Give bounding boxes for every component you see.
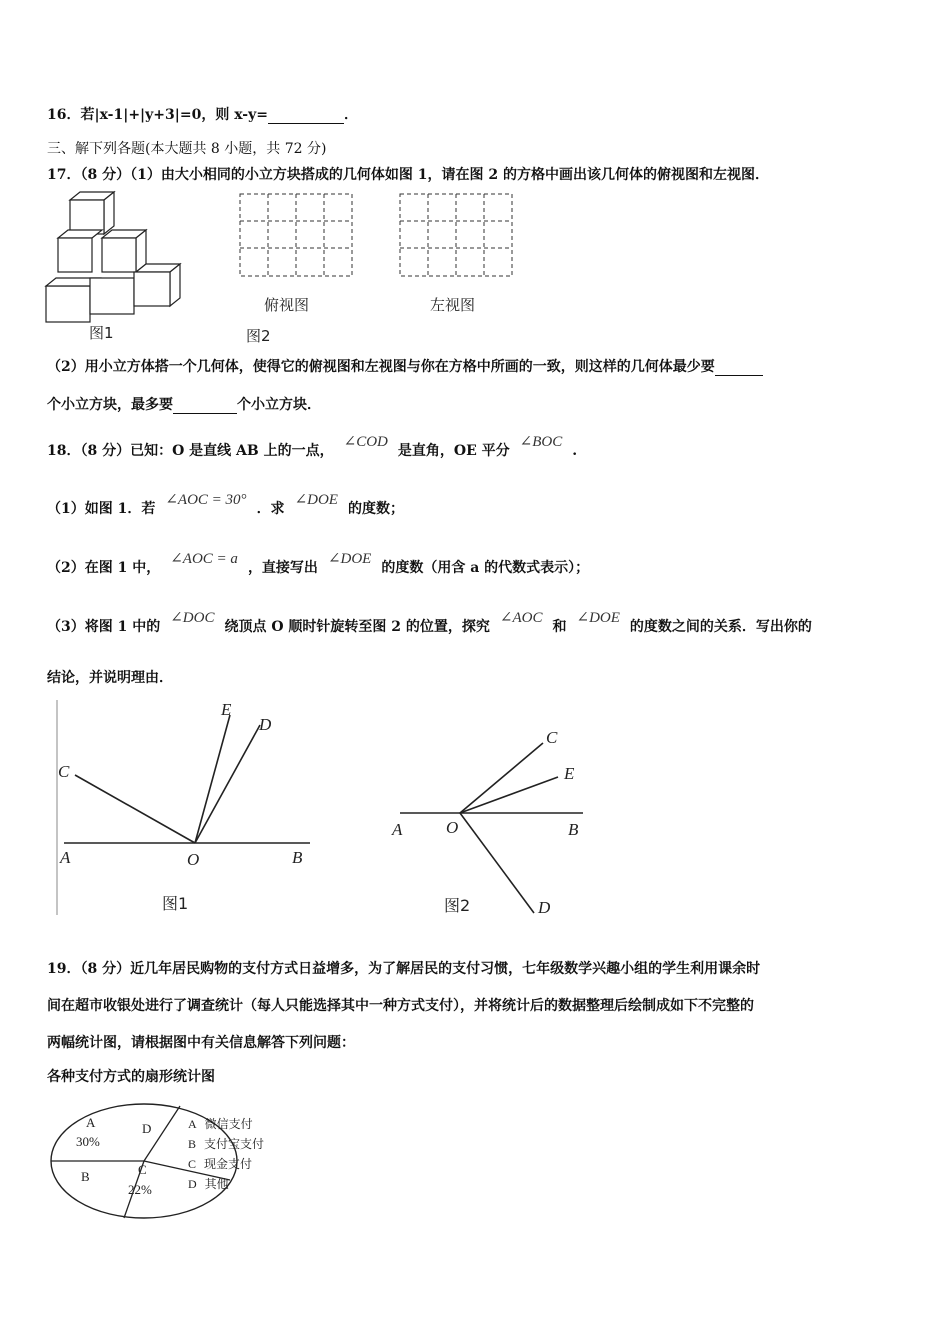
- angle-doe: ∠DOE: [327, 551, 372, 567]
- q17-part2-line2: [47, 394, 321, 414]
- point-label: E: [564, 764, 575, 783]
- legend-text-cash: 现金支付: [204, 1157, 253, 1171]
- cube-stack-figure: [44, 190, 184, 325]
- figure-2-caption: 图2: [246, 327, 271, 345]
- top-view-grid[interactable]: [238, 192, 356, 278]
- legend-key-a: A: [188, 1117, 197, 1131]
- slice-label-c: C: [138, 1162, 147, 1177]
- q17-part2-line1: [47, 356, 763, 376]
- q18-p2-a: （2）在图 1 中，: [47, 560, 161, 576]
- q17-part2-a: 个小立方块，最多要: [47, 397, 173, 413]
- pie-chart-title: 各种支付方式的扇形统计图: [47, 1069, 215, 1085]
- payment-pie-chart: [48, 1100, 288, 1225]
- point-label: C: [546, 728, 558, 747]
- left-view-caption: 左视图: [430, 296, 476, 314]
- q18-part3-line2: 结论，并说明理由．: [47, 670, 173, 686]
- point-label: C: [58, 762, 70, 781]
- angle-doc: ∠DOC: [170, 610, 215, 626]
- legend-text-other: 其他: [204, 1177, 229, 1191]
- legend-text-alipay: 支付宝支付: [204, 1137, 265, 1151]
- point-label: D: [259, 715, 272, 734]
- q16-text: 16．若|x-1|+|y+3|=0，则 x-y=: [47, 107, 268, 123]
- figure-1-caption: 图1: [89, 324, 114, 342]
- q18-p3-d: 的度数之间的关系．写出你的: [629, 619, 812, 635]
- q18-p1-c: 的度数；: [347, 501, 404, 517]
- left-view-grid[interactable]: [398, 192, 516, 278]
- slice-label-b: B: [81, 1169, 90, 1184]
- question-19-line2: 间在超市收银处进行了调查统计（每人只能选择其中一种方式支付），并将统计后的数据整理后绘制成如下不完整的: [47, 998, 754, 1014]
- section-title: 三、解下列各题(本大题共 8 小题，共 72 分): [47, 141, 327, 157]
- slice-label-d: D: [142, 1121, 152, 1136]
- angle-aoc: ∠AOC: [499, 610, 543, 626]
- max-cubes-blank[interactable]: [173, 399, 237, 414]
- question-16: [47, 104, 358, 124]
- answer-blank[interactable]: [268, 109, 344, 124]
- q18-part1: [47, 492, 404, 518]
- angle-cod: ∠COD: [343, 434, 388, 450]
- q18-p2-b: ，直接写出: [247, 560, 318, 576]
- angle-aoc-30: ∠AOC = 30°: [165, 492, 247, 508]
- slice-value-c: 22%: [128, 1182, 152, 1197]
- q18-intro-c: .: [572, 443, 578, 459]
- q18-part3: [47, 610, 812, 636]
- q18-intro-a: 18．（8 分）已知：O 是直线 AB 上的一点，: [47, 443, 334, 459]
- q18-part2: [47, 551, 590, 577]
- q18-p3-c: 和: [552, 619, 567, 635]
- svg-text:D其他: [188, 1176, 229, 1191]
- figure-caption: 图1: [162, 894, 189, 913]
- point-label: B: [568, 820, 579, 839]
- point-label: B: [292, 848, 303, 867]
- legend-key-d: D: [188, 1177, 197, 1191]
- min-cubes-blank[interactable]: [715, 361, 763, 376]
- top-view-caption: 俯视图: [264, 296, 310, 314]
- point-label: E: [221, 700, 232, 719]
- point-label: A: [60, 848, 71, 867]
- q18-intro-b: 是直角，OE 平分: [397, 443, 510, 459]
- q17-part2-text: （2）用小立方体搭一个几何体，使得它的俯视图和左视图与你在方格中所画的一致，则这样的几何体最少要: [47, 359, 715, 375]
- q18-p2-c: 的度数（用含 a 的代数式表示）；: [381, 560, 590, 576]
- slice-label-a: A: [86, 1115, 96, 1130]
- angle-aoc-a: ∠AOC = a: [170, 551, 238, 567]
- q18-p1-a: （1）如图 1．若: [47, 501, 156, 517]
- point-label: D: [538, 898, 551, 917]
- question-19-line3: 两幅统计图，请根据图中有关信息解答下列问题：: [47, 1035, 355, 1051]
- q18-p3-b: 绕顶点 O 顺时针旋转至图 2 的位置，探究: [224, 619, 490, 635]
- q18-p1-b: ．求: [256, 501, 285, 517]
- angle-figure-1: [50, 695, 340, 920]
- q16-end: ．: [343, 107, 358, 123]
- legend-text-wechat: 微信支付: [204, 1117, 253, 1131]
- point-label: O: [446, 818, 459, 837]
- question-18: [47, 434, 578, 460]
- figure-caption: 图2: [444, 896, 471, 915]
- q18-p3-a: （3）将图 1 中的: [47, 619, 161, 635]
- slice-value-a: 30%: [76, 1134, 100, 1149]
- point-label: O: [187, 850, 200, 869]
- q17-part2-b: 个小立方块．: [237, 397, 321, 413]
- legend-key-c: C: [188, 1157, 197, 1171]
- legend-key-b: B: [188, 1137, 197, 1151]
- angle-doe: ∠DOE: [576, 610, 620, 626]
- question-19-line1: 19．（8 分）近几年居民购物的支付方式日益增多，为了解居民的支付习惯，七年级数学兴趣小组的学生利用课余时: [47, 961, 761, 977]
- angle-boc: ∠BOC: [519, 434, 563, 450]
- angle-figure-2: [388, 715, 598, 920]
- angle-doe: ∠DOE: [294, 492, 338, 508]
- point-label: A: [392, 820, 403, 839]
- question-17: 17．（8 分）（1）由大小相同的小立方块搭成的几何体如图 1，请在图 2 的方格中画出该几何体的俯视图和左视图．: [47, 167, 769, 183]
